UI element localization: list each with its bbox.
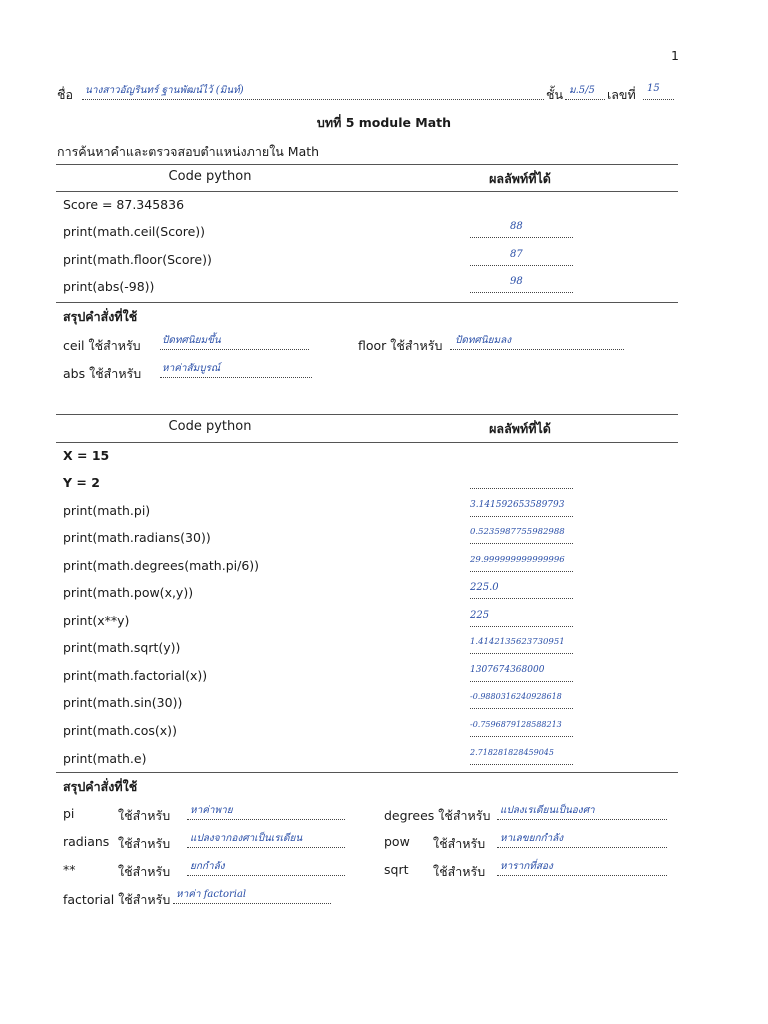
number-label: เลขที่ [607, 87, 636, 102]
pow-use-label: ใช้สำหรับ [433, 836, 486, 851]
floor-label: floor ใช้สำหรับ [358, 338, 443, 353]
factorial-label: factorial ใช้สำหรับ [63, 892, 171, 907]
degrees-field: แปลงเรเดียนเป็นองศา [497, 804, 667, 820]
table2-result-5: 29.999999999999996 [470, 556, 573, 572]
table2-code-3: print(math.pi) [63, 503, 151, 518]
table2-result-2 [470, 473, 573, 489]
abs-field: หาค่าสัมบูรณ์ [160, 362, 312, 378]
table1-bottom-border [56, 302, 678, 303]
sqrt-label: sqrt [384, 862, 409, 877]
table2-top-border [56, 414, 678, 415]
table2-code-2: Y = 2 [63, 475, 100, 490]
radians-label: radians [63, 834, 110, 849]
table2-code-11: print(math.cos(x)) [63, 723, 177, 738]
table2-code-5: print(math.degrees(math.pi/6)) [63, 558, 260, 573]
degrees-label: degrees ใช้สำหรับ [384, 808, 491, 823]
radians-use-label: ใช้สำหรับ [118, 836, 171, 851]
table1-result-4: 98 [470, 277, 573, 293]
number-value: 15 [647, 83, 660, 94]
power-field: ยกกำลัง [187, 860, 345, 876]
sqrt-field: หารากที่สอง [497, 860, 667, 876]
power-label: ** [63, 862, 76, 877]
table2-col-code: Code python [168, 419, 252, 434]
table1-col-code: Code python [168, 169, 252, 184]
table2-code-1: X = 15 [63, 448, 110, 463]
table2-code-12: print(math.e) [63, 751, 147, 766]
factorial-field: หาค่า factorial [173, 888, 331, 904]
class-value: ม.5/5 [569, 85, 595, 96]
table1-result-2: 88 [470, 222, 573, 238]
table1-code-2: print(math.ceil(Score)) [63, 224, 206, 239]
summary2-title: สรุปคำสั่งที่ใช้ [63, 779, 138, 794]
table2-result-11: -0.7596879128588213 [470, 721, 573, 737]
class-field [565, 84, 605, 100]
page-title: บทที่ 5 module Math [316, 115, 452, 130]
class-label: ชั้น [546, 87, 564, 102]
table1-top-border [56, 164, 678, 165]
table2-col-result: ผลลัพท์ที่ได้ [489, 421, 551, 436]
abs-label: abs ใช้สำหรับ [63, 366, 142, 381]
table2-bottom-border [56, 772, 678, 773]
sqrt-use-label: ใช้สำหรับ [433, 864, 486, 879]
table2-code-10: print(math.sin(30)) [63, 695, 183, 710]
table1-code-4: print(abs(-98)) [63, 279, 155, 294]
table1-code-3: print(math.floor(Score)) [63, 252, 212, 267]
table2-result-10: -0.9880316240928618 [470, 693, 573, 709]
table2-code-8: print(math.sqrt(y)) [63, 640, 181, 655]
ceil-field: ปัดทศนิยมขึ้น [160, 334, 309, 350]
summary1-title: สรุปคำสั่งที่ใช้ [63, 309, 138, 324]
number-field [643, 84, 674, 100]
name-label: ชื่อ [57, 87, 73, 102]
pow-label: pow [384, 834, 410, 849]
floor-field: ปัดทศนิยมลง [450, 334, 624, 350]
table1-result-3: 87 [470, 250, 573, 266]
table2-result-3: 3.141592653589793 [470, 501, 573, 517]
table2-header-border [56, 442, 678, 443]
table1-header-border [56, 191, 678, 192]
name-value: นางสาวอัญรินทร์ ฐานพัฒน์ไว้ (มินท์) [85, 85, 244, 96]
page-number: 1 [671, 48, 679, 63]
table2-result-12: 2.718281828459045 [470, 749, 573, 765]
radians-field: แปลงจากองศาเป็นเรเดียน [187, 832, 345, 848]
ceil-label: ceil ใช้สำหรับ [63, 338, 141, 353]
table2-result-4: 0.5235987755982988 [470, 528, 573, 544]
table2-result-7: 225 [470, 611, 573, 627]
table2-result-6: 225.0 [470, 583, 573, 599]
power-use-label: ใช้สำหรับ [118, 864, 171, 879]
pi-field: หาค่าพาย [187, 804, 345, 820]
table2-code-9: print(math.factorial(x)) [63, 668, 208, 683]
pi-label: pi [63, 806, 75, 821]
pi-use-label: ใช้สำหรับ [118, 808, 171, 823]
table2-result-9: 1307674368000 [470, 666, 573, 682]
name-field [82, 84, 544, 100]
pow-field: หาเลขยกกำลัง [497, 832, 667, 848]
table1-code-1: Score = 87.345836 [63, 197, 185, 212]
table2-code-7: print(x**y) [63, 613, 130, 628]
table2-code-6: print(math.pow(x,y)) [63, 585, 194, 600]
table2-code-4: print(math.radians(30)) [63, 530, 211, 545]
subtitle: การค้นหาคำและตรวจสอบตำแหน่งภายใน Math [57, 144, 320, 159]
table2-result-8: 1.4142135623730951 [470, 638, 573, 654]
table1-col-result: ผลลัพท์ที่ได้ [489, 171, 551, 186]
